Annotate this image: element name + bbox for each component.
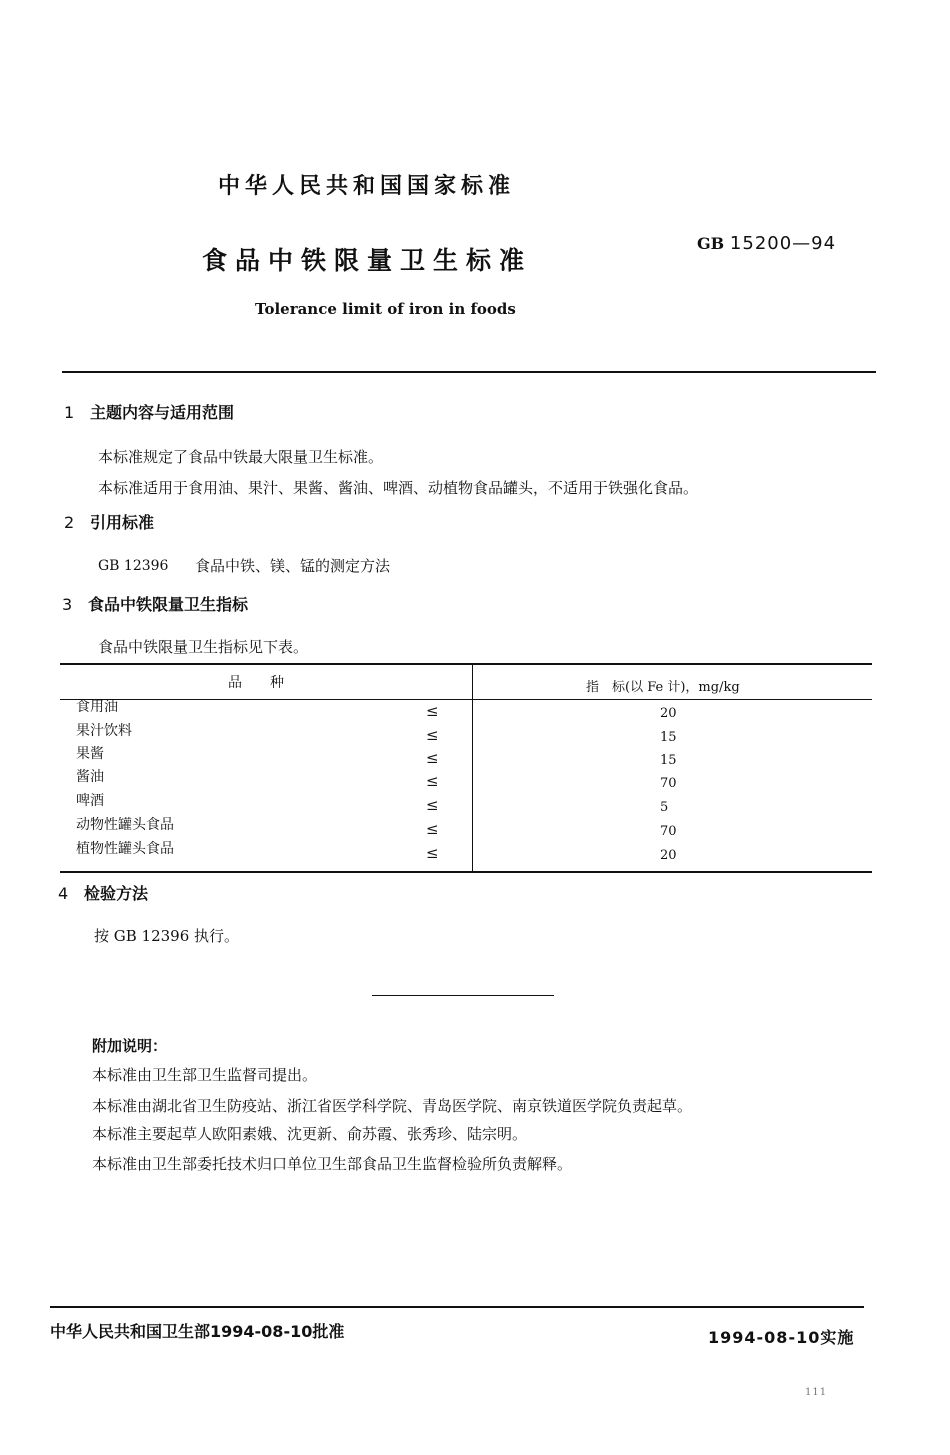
less-equal-sign: ≤	[426, 820, 439, 838]
less-equal-sign: ≤	[426, 749, 439, 767]
section-1-number: 1	[64, 403, 75, 422]
limit-value: 70	[660, 824, 677, 839]
reference-title: 食品中铁、镁、锰的测定方法	[195, 557, 391, 575]
note-line: 本标准主要起草人欧阳素娥、沈更新、俞苏霞、张秀珍、陆宗明。	[92, 1125, 528, 1143]
limit-value: 20	[660, 706, 677, 721]
table-row	[60, 697, 870, 721]
note-line: 本标准由卫生部委托技术归口单位卫生部食品卫生监督检验所负责解释。	[92, 1155, 573, 1173]
end-rule	[372, 995, 554, 996]
table-row	[60, 791, 870, 815]
limit-value: 5	[660, 800, 669, 815]
page-number: 111	[805, 1387, 828, 1398]
section-4-paragraph: 按 GB 12396 执行。	[94, 927, 240, 945]
limit-value: 15	[660, 753, 677, 768]
less-equal-sign: ≤	[426, 844, 439, 862]
section-4-heading: 检验方法	[84, 884, 149, 903]
table-header-limit: 指 标(以 Fe 计)，mg/kg	[586, 680, 740, 695]
note-line: 本标准由湖北省卫生防疫站、浙江省医学科学院、青岛医学院、南京铁道医学院负责起草。	[92, 1097, 693, 1115]
english-title: Tolerance limit of iron in foods	[255, 300, 516, 318]
food-name: 酱油	[76, 769, 104, 785]
section-1-paragraph-2: 本标准适用于食用油、果汁、果酱、酱油、啤酒、动植物食品罐头，不适用于铁强化食品。	[98, 479, 699, 497]
standard-code-number: 15200—94	[729, 233, 837, 254]
less-equal-sign: ≤	[426, 772, 439, 790]
food-name: 动物性罐头食品	[76, 817, 174, 833]
table-bottom-rule	[60, 871, 872, 873]
standard-code-prefix: GB	[697, 234, 725, 253]
less-equal-sign: ≤	[426, 726, 439, 744]
approval-line: 中华人民共和国卫生部1994-08-10批准	[50, 1322, 345, 1341]
section-1-paragraph-1: 本标准规定了食品中铁最大限量卫生标准。	[98, 448, 384, 466]
limit-value: 15	[660, 730, 677, 745]
section-3-intro: 食品中铁限量卫生指标见下表。	[98, 638, 309, 656]
section-3-heading: 食品中铁限量卫生指标	[88, 595, 249, 614]
table-row	[60, 839, 870, 863]
standard-code	[697, 232, 836, 256]
limit-value: 20	[660, 848, 677, 863]
table-row	[60, 744, 870, 768]
table-top-rule	[60, 663, 872, 665]
food-name: 植物性罐头食品	[76, 841, 174, 857]
section-2-number: 2	[64, 513, 75, 532]
implementation-date: 1994-08-10实施	[708, 1328, 855, 1347]
footer-rule	[50, 1306, 864, 1308]
notes-heading: 附加说明：	[92, 1037, 168, 1055]
issuing-authority: 中华人民共和国国家标准	[218, 174, 516, 199]
food-name: 食用油	[76, 699, 118, 715]
header-divider	[62, 371, 876, 373]
note-line: 本标准由卫生部卫生监督司提出。	[92, 1066, 318, 1084]
food-name: 果汁饮料	[76, 723, 132, 739]
section-3-number: 3	[62, 595, 73, 614]
table-row	[60, 767, 870, 791]
less-equal-sign: ≤	[426, 702, 439, 720]
section-4-number: 4	[58, 884, 69, 903]
limit-value: 70	[660, 776, 677, 791]
less-equal-sign: ≤	[426, 796, 439, 814]
page-title: 食品中铁限量卫生标准	[202, 246, 533, 275]
food-name: 果酱	[76, 746, 104, 762]
food-name: 啤酒	[76, 793, 104, 809]
table-header-variety: 品 种	[228, 675, 284, 691]
section-2-heading: 引用标准	[90, 513, 155, 532]
section-1-heading: 主题内容与适用范围	[90, 403, 235, 422]
table-row	[60, 721, 870, 745]
reference-code: GB 12396	[98, 558, 169, 574]
table-row	[60, 815, 870, 839]
